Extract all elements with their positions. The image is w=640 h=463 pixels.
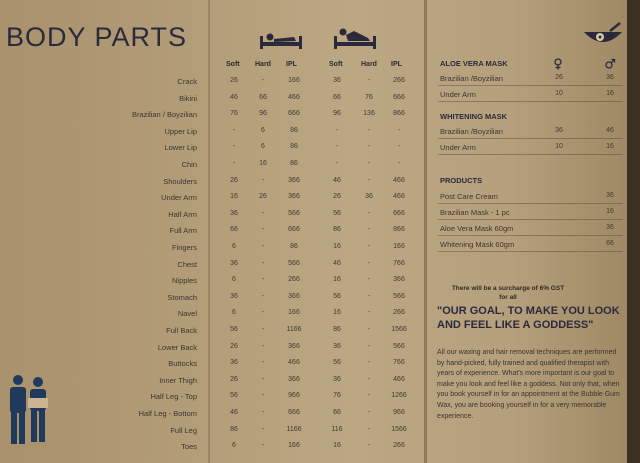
price-cell: 866: [393, 226, 405, 234]
price-cell: 36: [365, 193, 373, 201]
body-part-label: Half Arm: [168, 209, 197, 219]
product-price: 36: [606, 224, 614, 231]
couple-icon: [6, 374, 52, 446]
price-cell: 366: [288, 193, 300, 201]
price-cell: 36: [333, 342, 341, 350]
column-header: IPL: [391, 61, 402, 68]
price-cell: 666: [393, 209, 405, 217]
price-cell: 86: [290, 160, 298, 167]
price-cell: 86: [333, 326, 341, 333]
body-part-label: Half Leg - Top: [150, 392, 197, 402]
price-cell: 46: [333, 176, 341, 184]
price-cell: 16: [333, 276, 341, 284]
price-cell: -: [367, 176, 371, 184]
price-cell: 66: [230, 226, 238, 234]
price-cell: 36: [230, 209, 238, 217]
price-cell: -: [367, 143, 371, 151]
price-cell: -: [367, 243, 371, 250]
surcharge-note: There will be a surcharge of 6% GST for all: [451, 285, 565, 301]
price-cell: -: [261, 77, 265, 84]
price-cell: 96: [333, 110, 341, 118]
price-cell: 6: [232, 442, 236, 450]
price-cell: -: [397, 160, 401, 167]
price-cell: 366: [393, 276, 405, 284]
column-header: Hard: [255, 61, 271, 68]
price-cell: -: [367, 126, 371, 134]
products-title: PRODUCTS: [440, 176, 483, 185]
page-title: BODY PARTS: [6, 22, 188, 52]
male-price: 16: [606, 143, 614, 150]
price-cell: -: [261, 342, 265, 350]
price-cell: 36: [333, 77, 341, 84]
price-cell: -: [261, 226, 265, 234]
price-cell: 266: [393, 77, 405, 84]
price-cell: -: [335, 126, 339, 134]
price-cell: 866: [393, 110, 405, 118]
price-cell: 96: [259, 110, 267, 118]
price-cell: 966: [288, 392, 300, 400]
price-cell: 16: [230, 193, 238, 201]
price-cell: -: [261, 409, 265, 416]
price-cell: 36: [333, 375, 341, 383]
price-cell: -: [367, 292, 371, 300]
product-label: Aloe Vera Mask 60gm: [440, 224, 514, 233]
product-price: 16: [606, 208, 614, 215]
price-cell: 86: [290, 126, 298, 134]
price-cell: -: [397, 143, 401, 151]
price-cell: 26: [333, 193, 341, 201]
price-cell: 26: [230, 77, 238, 84]
price-cell: 166: [288, 442, 300, 450]
price-cell: 6: [261, 143, 265, 151]
price-cell: 86: [333, 226, 341, 234]
price-cell: -: [261, 359, 265, 367]
price-cell: 6: [261, 126, 265, 134]
body-part-label: Brazilian / Boyzilian: [131, 110, 197, 120]
price-cell: -: [367, 276, 371, 284]
price-cell: 366: [288, 292, 300, 300]
price-cell: 466: [393, 375, 405, 383]
price-cell: -: [367, 209, 371, 217]
price-cell: 76: [333, 392, 341, 400]
female-symbol-icon: [553, 58, 563, 70]
price-cell: -: [261, 392, 265, 400]
column-header: IPL: [286, 61, 297, 68]
body-part-label: Nipples: [171, 276, 197, 286]
price-cell: 766: [393, 259, 405, 267]
price-cell: 56: [333, 209, 341, 217]
price-cell: 46: [230, 93, 238, 101]
body-part-label: Toes: [181, 442, 197, 452]
price-cell: 666: [288, 226, 300, 234]
male-symbol-icon: [604, 58, 616, 70]
body-part-label: Upper Lip: [164, 126, 197, 136]
body-part-label: Stomach: [167, 292, 197, 302]
price-cell: 66: [333, 409, 341, 416]
price-cell: 116: [331, 425, 343, 433]
price-cell: 266: [393, 309, 405, 317]
price-cell: 166: [393, 243, 405, 250]
body-part-label: Chest: [177, 259, 197, 269]
male-price: 16: [606, 90, 614, 97]
row-divider: [438, 154, 623, 155]
price-cell: -: [232, 143, 236, 151]
price-cell: 1266: [391, 392, 407, 400]
price-cell: 566: [288, 259, 300, 267]
treatment-label: Brazilian /Boyzilian: [440, 74, 503, 83]
price-cell: 1166: [286, 425, 302, 433]
price-cell: 16: [259, 160, 267, 167]
female-price: 26: [555, 74, 563, 81]
price-cell: -: [261, 326, 265, 333]
fold-line: [424, 0, 427, 463]
body-part-label: Inner Thigh: [159, 375, 197, 385]
price-cell: -: [261, 276, 265, 284]
price-cell: 6: [232, 309, 236, 317]
price-cell: 46: [230, 409, 238, 416]
about-paragraph: All our waxing and hair removal techniques are performed by hand-picked, fully trained and qualified therapist with years of experience. What's more important is our goal to make you look and feel like a goddess. Not only that, when you book yourself in for an appointment at the Bubble Gum Wax, you are booking yourself in for a very memorable experience.: [437, 349, 620, 420]
price-cell: -: [261, 309, 265, 317]
price-cell: 666: [288, 409, 300, 416]
row-divider: [438, 203, 623, 204]
price-cell: -: [367, 326, 371, 333]
price-cell: 6: [232, 276, 236, 284]
price-cell: 36: [230, 359, 238, 367]
body-part-label: Full Arm: [169, 226, 197, 236]
body-part-label: Half Leg - Bottom: [138, 409, 197, 418]
price-cell: 366: [288, 176, 300, 184]
price-cell: 566: [393, 292, 405, 300]
price-cell: 1166: [286, 326, 302, 333]
price-cell: 366: [288, 375, 300, 383]
treatment-label: Under Arm: [440, 90, 476, 99]
price-cell: 666: [393, 93, 405, 101]
background-edge: [627, 0, 640, 463]
price-cell: -: [367, 409, 371, 416]
price-cell: 466: [288, 93, 300, 101]
body-part-label: Navel: [177, 309, 197, 319]
price-cell: 26: [230, 176, 238, 184]
price-cell: 466: [288, 359, 300, 367]
body-part-label: Lower Lip: [164, 143, 197, 153]
price-cell: 46: [333, 259, 341, 267]
section-title: ALOE VERA MASK: [440, 59, 508, 68]
price-cell: -: [367, 359, 371, 367]
price-cell: -: [367, 226, 371, 234]
price-cell: 66: [259, 93, 267, 101]
row-divider: [438, 138, 623, 139]
row-divider: [438, 219, 623, 220]
price-cell: 566: [288, 209, 300, 217]
price-cell: 16: [333, 243, 341, 250]
man-lying-icon: [332, 26, 378, 50]
female-price: 10: [555, 90, 563, 97]
price-cell: 16: [333, 442, 341, 450]
product-label: Post Care Cream: [440, 192, 498, 201]
price-cell: 36: [230, 292, 238, 300]
price-cell: 56: [333, 359, 341, 367]
price-cell: 66: [333, 93, 341, 101]
treatment-label: Brazilian /Boyzilian: [440, 127, 503, 136]
product-price: 36: [606, 192, 614, 199]
price-cell: 26: [230, 375, 238, 383]
price-cell: 26: [259, 193, 267, 201]
price-cell: 136: [363, 110, 375, 118]
price-cell: 16: [333, 309, 341, 317]
price-cell: 766: [393, 359, 405, 367]
wax-bowl-icon: [582, 22, 624, 48]
price-cell: 36: [230, 259, 238, 267]
price-cell: 666: [288, 110, 300, 118]
price-cell: 76: [365, 93, 373, 101]
product-label: Brazilian Mask - 1 pc: [440, 208, 510, 217]
price-cell: -: [261, 442, 265, 450]
body-part-label: Lower Back: [157, 342, 197, 352]
price-cell: 266: [393, 442, 405, 450]
price-cell: 1566: [391, 326, 407, 333]
goal-heading: "OUR GOAL, TO MAKE YOU LOOK AND FEEL LIKE A GODDESS": [437, 305, 620, 331]
price-cell: -: [367, 392, 371, 400]
woman-lying-icon: [258, 28, 304, 50]
female-price: 10: [555, 143, 563, 150]
price-cell: -: [367, 309, 371, 317]
price-cell: 366: [288, 342, 300, 350]
price-cell: 466: [393, 193, 405, 201]
price-cell: -: [367, 160, 371, 167]
price-cell: 266: [288, 276, 300, 284]
row-divider: [438, 251, 623, 252]
body-part-label: Full Leg: [170, 425, 197, 435]
price-cell: 466: [393, 176, 405, 184]
price-cell: 76: [230, 110, 238, 118]
price-cell: -: [232, 126, 236, 134]
price-cell: -: [261, 425, 265, 433]
price-cell: 566: [393, 342, 405, 350]
price-cell: 966: [393, 409, 405, 416]
product-label: Whitening Mask 60gm: [440, 240, 515, 249]
column-header: Hard: [361, 61, 377, 68]
price-cell: -: [261, 209, 265, 217]
row-divider: [438, 85, 623, 86]
row-divider: [438, 235, 623, 236]
price-cell: 56: [230, 326, 238, 333]
price-cell: 166: [288, 77, 300, 84]
fold-line: [208, 0, 210, 463]
product-price: 66: [606, 240, 614, 247]
price-cell: 56: [230, 392, 238, 400]
male-price: 46: [606, 127, 614, 134]
price-cell: -: [367, 259, 371, 267]
price-cell: 1566: [391, 425, 407, 433]
column-header: Soft: [226, 61, 240, 68]
male-price: 36: [606, 74, 614, 81]
price-cell: -: [367, 77, 371, 84]
price-cell: -: [261, 243, 265, 250]
column-header: Soft: [329, 61, 343, 68]
price-cell: -: [367, 375, 371, 383]
price-cell: -: [367, 442, 371, 450]
body-part-label: Full Back: [166, 326, 197, 335]
price-cell: -: [261, 292, 265, 300]
row-divider: [438, 101, 623, 102]
price-cell: 56: [333, 292, 341, 300]
price-cell: 6: [232, 243, 236, 250]
price-cell: 86: [290, 143, 298, 151]
price-cell: -: [367, 342, 371, 350]
body-part-label: Chin: [181, 160, 197, 169]
price-cell: 26: [230, 342, 238, 350]
price-cell: 86: [230, 425, 238, 433]
body-part-label: Under Arm: [161, 193, 197, 203]
treatment-label: Under Arm: [440, 143, 476, 152]
body-part-label: Bikini: [179, 93, 197, 103]
price-cell: -: [261, 176, 265, 184]
price-cell: 166: [288, 309, 300, 317]
price-cell: -: [335, 143, 339, 151]
price-cell: -: [367, 425, 371, 433]
section-title: WHITENING MASK: [440, 112, 508, 121]
price-cell: -: [397, 126, 401, 134]
price-cell: -: [335, 160, 339, 167]
price-cell: -: [232, 160, 236, 167]
price-cell: -: [261, 375, 265, 383]
body-part-label: Crack: [177, 77, 197, 86]
body-part-label: Fingers: [171, 243, 197, 252]
price-cell: -: [261, 259, 265, 267]
female-price: 36: [555, 127, 563, 134]
body-part-label: Buttocks: [168, 359, 197, 369]
body-part-label: Shoulders: [163, 176, 197, 186]
price-cell: 86: [290, 243, 298, 250]
